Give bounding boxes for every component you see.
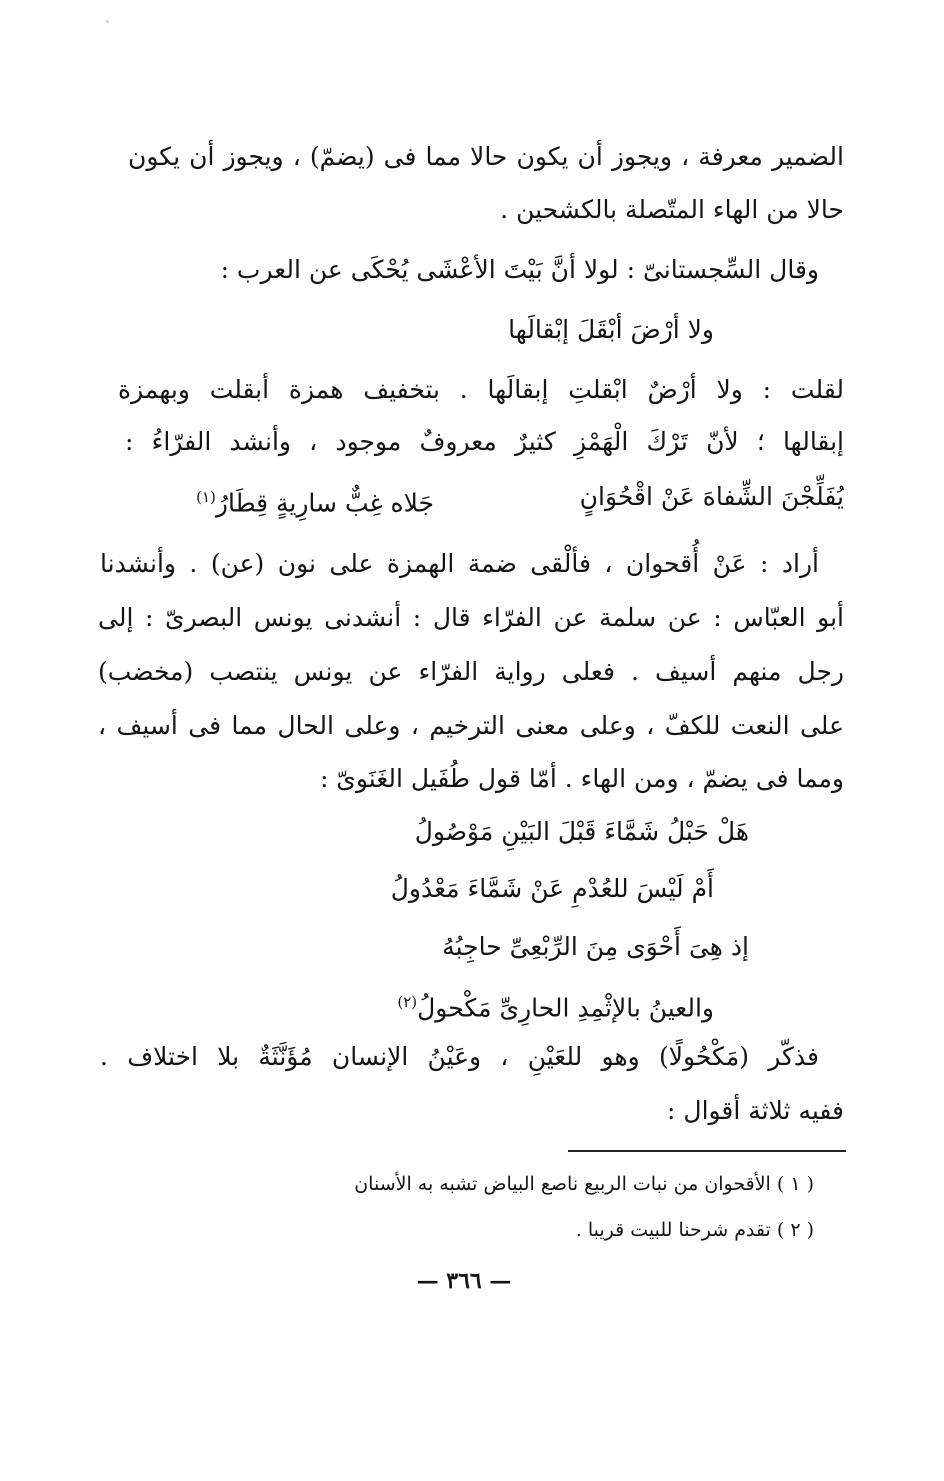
text-line-5: لقلت : ولا أرْضٌ ابْقلتِ إبقالَها . بتخفيف همزة أبقلت وبهمزة [118,375,844,404]
poem-line-3: إذ هِىَ أَحْوَى مِنَ الرِّبْعِىِّ حاجِبُهُ [442,932,749,961]
text-line-13: ففيه ثلاثة أقوال : [667,1096,844,1125]
margin-speck [106,20,109,23]
text-line-2: حالا من الهاء المتّصلة بالكشحين . [500,195,844,224]
footnote-marker-2: (٢) [397,993,418,1011]
footnote-marker-1: (١) [196,488,216,506]
verse-first-hemistich: يُفَلِّجْنَ الشِّفاهَ عَنْ اقْحُوَانٍ [579,482,844,511]
poem-line-1: هَلْ حَبْلُ شَمَّاءَ قَبْلَ البَيْنِ مَوْصُولُ [414,817,749,846]
text-line-3: وقال السِّجستانىّ : لولا أنَّ بَيْتَ الأعْشَى يُحْكَى عن العرب : [220,255,819,284]
poem-line-4-wrap [397,985,714,1025]
text-line-6: إبقالها ؛ لأنّ تَرْكَ الْهَمْزِ كثيرٌ معروفٌ موجود ، وأنشد الفرّاءُ : [125,427,844,456]
poem-line-4: والعينُ بالإثْمِدِ الحارِىِّ مَكْحولُ [417,993,714,1023]
text-line-8: أبو العبّاس : عن سلمة عن الفرّاء قال : أنشدنى يونس البصرىّ : إلى [98,603,844,632]
footnote-separator [568,1150,846,1152]
text-line-10: على النعت للكفّ ، وعلى معنى الترخيم ، وعلى الحال مما فى أسيف ، [98,711,844,740]
poem-line-2: أَمْ لَيْسَ للعُدْمِ عَنْ شَمَّاءَ مَعْدُولُ [390,874,714,903]
text-line-1: الضمير معرفة ، ويجوز أن يكون حالا مما فى (يضمّ) ، ويجوز أن يكون [128,142,844,171]
text-line-9: رجل منهم أسيف . فعلى رواية الفرّاء عن يونس ينتصب (مخضب) [98,657,844,686]
footnote-2: ( ٢ ) تقدم شرحنا للبيت قريبا . [575,1219,814,1241]
page-number: — ٣٦٦ — [416,1268,512,1294]
quoted-verse-line: ولا أرْضَ أبْقَلَ إبْقالَها [508,315,714,344]
footnote-1: ( ١ ) الأقحوان من نبات الربيع ناصع البياض تشبه به الأسنان [354,1173,814,1195]
verse-second-hemistich [196,480,434,520]
text-line-11: ومما فى يضمّ ، ومن الهاء . أمّا قول طُفَيل الغَنَوىّ : [319,764,844,793]
text-line-12: فذكّر (مَكْحُولًا) وهو للعَيْنِ ، وعَيْنُ الإنسان مُؤَنَّثَةٌ بلا اختلاف . [100,1042,819,1071]
verse-second-text: جَلاه غِبٌّ سارِيةٍ قِطَارُ [215,488,434,518]
text-line-7: أراد : عَنْ أُقحوان ، فألْقى ضمة الهمزة على نون (عن) . وأنشدنا [100,549,819,578]
